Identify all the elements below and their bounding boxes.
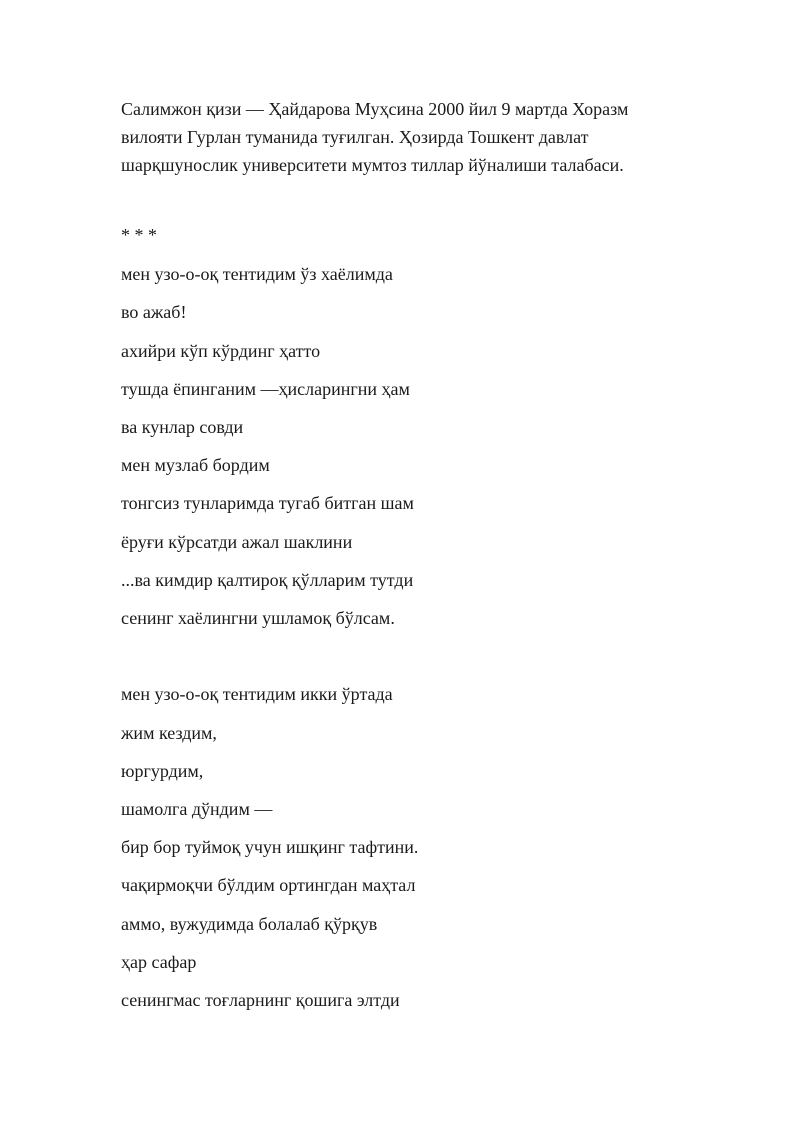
poem-line: чақирмоқчи бўлдим ортингдан маҳтал bbox=[121, 875, 416, 895]
stanza-separator: * * * bbox=[121, 225, 157, 245]
poem-line: сенинг хаёлингни ушламоқ бўлсам. bbox=[121, 608, 395, 628]
poem-line: мен узо-о-оқ тентидим ўз хаёлимда bbox=[121, 264, 393, 284]
poem-line: шамолга дўндим — bbox=[121, 799, 273, 819]
poem-line: бир бор туймоқ учун ишқинг тафтини. bbox=[121, 837, 419, 857]
poem-line: аммо, вужудимда болалаб қўрқув bbox=[121, 914, 378, 934]
poem-line: мен музлаб бордим bbox=[121, 455, 270, 475]
poem-line: тонгсиз тунларимда тугаб битган шам bbox=[121, 493, 414, 513]
poem-line: ва кунлар совди bbox=[121, 417, 244, 437]
poem-line: мен узо-о-оқ тентидим икки ўртада bbox=[121, 684, 393, 704]
poem-line: во ажаб! bbox=[121, 302, 187, 322]
poem-line: сенингмас тоғларнинг қошига элтди bbox=[121, 990, 400, 1010]
poem-line: юргурдим, bbox=[121, 761, 204, 781]
poem-line: ҳар сафар bbox=[121, 952, 197, 972]
poem-line: ахийри кўп кўрдинг ҳатто bbox=[121, 341, 321, 361]
poem-line: тушда ёпинганим —ҳисларингни ҳам bbox=[121, 379, 410, 399]
author-bio: Салимжон қизи — Ҳайдарова Муҳсина 2000 йил 9 мартда Хоразм вилояти Гурлан туманида туғилган. Ҳозирда Тошкент давлат шарқшунослик университети мумтоз тиллар йўналиши талабаси. bbox=[121, 99, 629, 175]
poem-line: жим кездим, bbox=[121, 723, 217, 743]
poem-line: ёруғи кўрсатди ажал шаклини bbox=[121, 532, 353, 552]
poem-line: ...ва кимдир қалтироқ қўлларим тутди bbox=[121, 570, 414, 590]
